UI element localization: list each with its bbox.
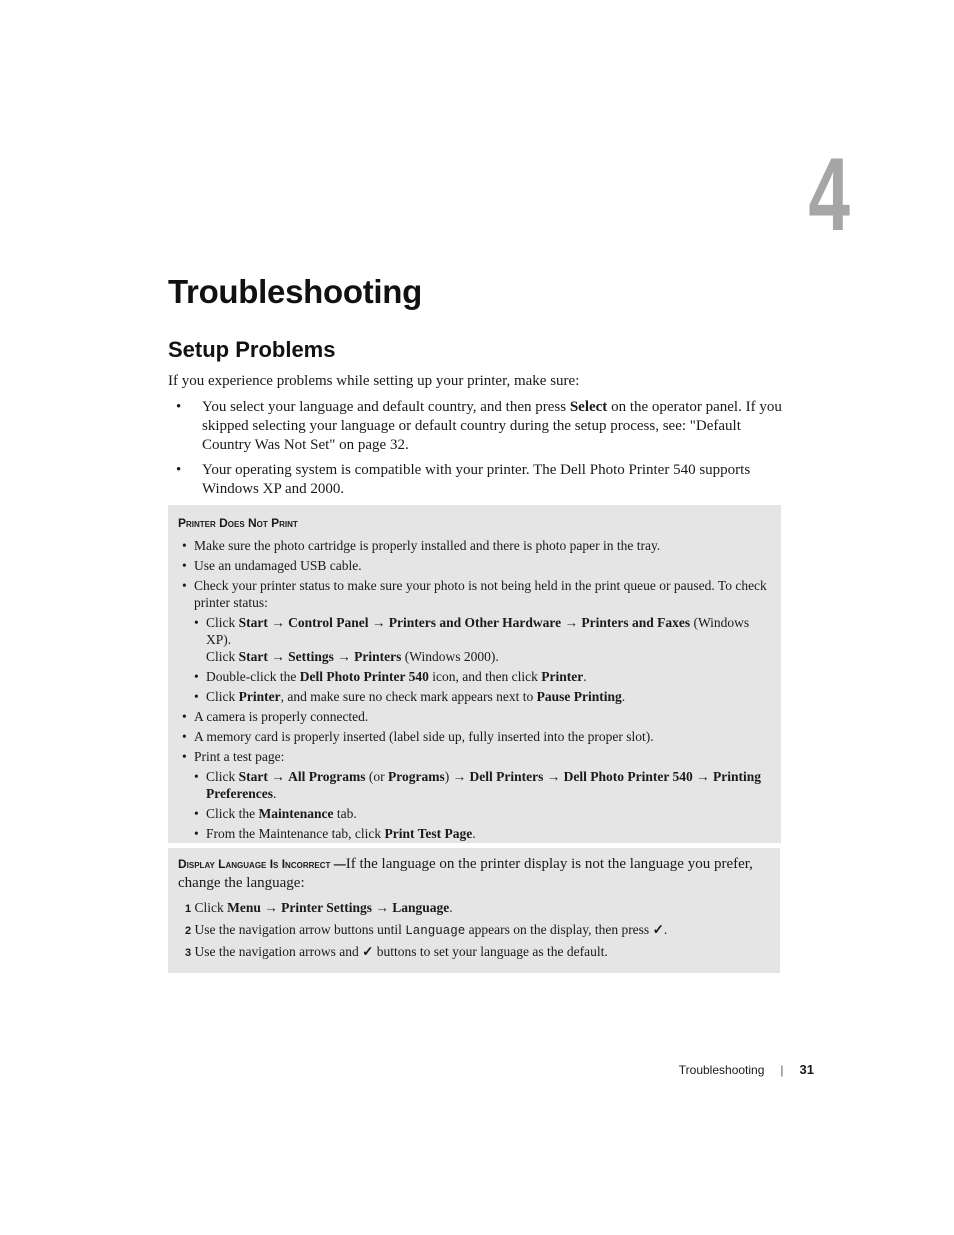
panel-heading: Printer Does Not Print bbox=[178, 516, 298, 530]
text: Start bbox=[238, 615, 268, 630]
text: Pause Printing bbox=[536, 689, 622, 704]
text: . bbox=[583, 669, 587, 684]
arrow-icon: → bbox=[267, 615, 289, 630]
text: Make sure the photo cartridge is properly installed and there is photo paper in the tray. bbox=[194, 538, 661, 553]
text: Check your printer status to make sure your photo is not being held in the print queue or paused. To check printer status: bbox=[194, 578, 767, 610]
text: . bbox=[663, 922, 668, 937]
text: You select your language and default country, and then press bbox=[202, 399, 570, 415]
text: Start bbox=[238, 769, 268, 784]
arrow-icon: → bbox=[267, 649, 289, 664]
text: , and make sure no check mark appears next to bbox=[280, 689, 537, 704]
text: Printers bbox=[354, 649, 402, 664]
list-item bbox=[182, 748, 769, 765]
text: Use an undamaged USB cable. bbox=[194, 558, 362, 573]
arrow-icon: → bbox=[692, 769, 713, 784]
list-item bbox=[194, 688, 769, 705]
text: Select bbox=[569, 399, 608, 415]
list-item bbox=[185, 943, 770, 962]
bullet-icon: • bbox=[176, 399, 182, 415]
text: Control Panel bbox=[288, 615, 369, 630]
text: All Programs bbox=[288, 769, 366, 784]
arrow-icon: → bbox=[260, 900, 282, 915]
text: Settings bbox=[288, 649, 334, 664]
arrow-icon: → bbox=[333, 649, 355, 664]
check-icon: ✓ bbox=[652, 922, 664, 937]
text: Printing Preferences bbox=[206, 769, 761, 801]
list-item bbox=[176, 461, 788, 499]
panel-intro bbox=[178, 855, 768, 893]
list-item bbox=[182, 577, 769, 611]
list-item bbox=[182, 557, 769, 574]
text: tab. bbox=[333, 806, 357, 821]
text: Dell Photo Printer 540 bbox=[563, 769, 693, 784]
text: Dell Photo Printer 540 bbox=[299, 669, 429, 684]
printer-checklist bbox=[182, 537, 769, 845]
bullet-icon: • bbox=[182, 558, 187, 573]
text: Maintenance bbox=[258, 806, 334, 821]
bullet-icon: • bbox=[194, 689, 199, 704]
text: Language bbox=[392, 900, 450, 915]
text: . bbox=[472, 826, 476, 841]
list-item bbox=[185, 921, 770, 940]
text: ) bbox=[444, 769, 453, 784]
bullet-icon: • bbox=[182, 729, 187, 744]
text: Printers and Other Hardware bbox=[388, 615, 562, 630]
arrow-icon: → bbox=[561, 615, 582, 630]
list-item bbox=[176, 398, 788, 455]
text: Click bbox=[206, 615, 239, 630]
text: Your operating system is compatible with your printer. The Dell Photo Printer 540 supports Windows XP and 2000. bbox=[202, 462, 751, 497]
text: Start bbox=[238, 649, 268, 664]
text: Use the navigation arrow buttons until bbox=[191, 922, 406, 937]
list-item bbox=[194, 668, 769, 685]
panel-heading: Display Language Is Incorrect — bbox=[178, 857, 346, 871]
list-item bbox=[194, 768, 769, 802]
bullet-icon: • bbox=[182, 578, 187, 593]
text: Click bbox=[206, 769, 239, 784]
text: Use the navigation arrows and bbox=[191, 944, 363, 959]
text: on the operator panel. If you skipped selecting your language or default country during the setup process, see: "Default Country Was Not Set" on page 32. bbox=[202, 399, 782, 453]
text: Click the bbox=[206, 806, 259, 821]
step-number: 1 bbox=[185, 903, 192, 915]
bullet-icon: • bbox=[194, 615, 199, 630]
text: . bbox=[272, 786, 277, 801]
list-item bbox=[182, 728, 769, 745]
text: Printers and Faxes bbox=[581, 615, 691, 630]
footer-separator: | bbox=[780, 1063, 784, 1077]
step-number: 2 bbox=[185, 925, 192, 937]
list-item bbox=[182, 708, 769, 725]
text: Click bbox=[206, 649, 239, 664]
bullet-icon: • bbox=[194, 769, 199, 784]
arrow-icon: → bbox=[368, 615, 389, 630]
language-steps bbox=[185, 899, 770, 965]
text: Print a test page: bbox=[194, 749, 285, 764]
arrow-icon: → bbox=[452, 769, 470, 784]
chapter-number: 4 bbox=[808, 137, 850, 253]
bullet-icon: • bbox=[182, 749, 187, 764]
text: Printer bbox=[238, 689, 281, 704]
text: (or bbox=[365, 769, 388, 784]
text: Click bbox=[206, 689, 239, 704]
text: Language bbox=[405, 924, 466, 938]
check-icon: ✓ bbox=[362, 944, 374, 959]
text: Programs bbox=[388, 769, 445, 784]
text: Click bbox=[191, 900, 228, 915]
text: If the language on the printer display is not the language you prefer, change the language: bbox=[178, 856, 753, 891]
text: buttons to set your language as the default. bbox=[373, 944, 608, 959]
bullet-icon: • bbox=[182, 538, 187, 553]
list-item bbox=[182, 537, 769, 554]
intro-paragraph: If you experience problems while setting up your printer, make sure: bbox=[168, 373, 580, 389]
arrow-icon: → bbox=[372, 900, 393, 915]
bullet-icon: • bbox=[194, 826, 199, 841]
text: appears on the display, then press bbox=[465, 922, 653, 937]
footer-label: Troubleshooting bbox=[678, 1063, 765, 1077]
bullet-icon: • bbox=[194, 669, 199, 684]
list-item bbox=[194, 805, 769, 822]
page-footer bbox=[679, 1060, 814, 1080]
bullet-icon: • bbox=[182, 709, 187, 724]
page-title: Troubleshooting bbox=[168, 273, 422, 310]
text: . bbox=[449, 900, 453, 915]
list-item bbox=[185, 899, 770, 918]
arrow-icon: → bbox=[543, 769, 564, 784]
setup-bullet-list bbox=[176, 398, 788, 505]
text: Printer Settings bbox=[281, 900, 372, 915]
text: Menu bbox=[227, 900, 261, 915]
arrow-icon: → bbox=[267, 769, 289, 784]
text: (Windows 2000). bbox=[401, 649, 499, 664]
text: Double-click the bbox=[206, 669, 300, 684]
bullet-icon: • bbox=[176, 462, 182, 478]
text: A camera is properly connected. bbox=[194, 709, 369, 724]
text: . bbox=[621, 689, 626, 704]
list-item bbox=[194, 825, 769, 842]
step-number: 3 bbox=[185, 947, 192, 959]
text: From the Maintenance tab, click bbox=[206, 826, 385, 841]
list-item bbox=[194, 614, 769, 665]
bullet-icon: • bbox=[194, 806, 199, 821]
text: icon, and then click bbox=[428, 669, 542, 684]
text: Print Test Page bbox=[384, 826, 473, 841]
text: Dell Printers bbox=[469, 769, 544, 784]
text: (Windows XP). bbox=[206, 615, 750, 647]
text: A memory card is properly inserted (label side up, fully inserted into the proper slot). bbox=[194, 729, 654, 744]
section-heading: Setup Problems bbox=[168, 337, 336, 362]
page-number: 31 bbox=[799, 1062, 814, 1077]
text: Printer bbox=[541, 669, 584, 684]
